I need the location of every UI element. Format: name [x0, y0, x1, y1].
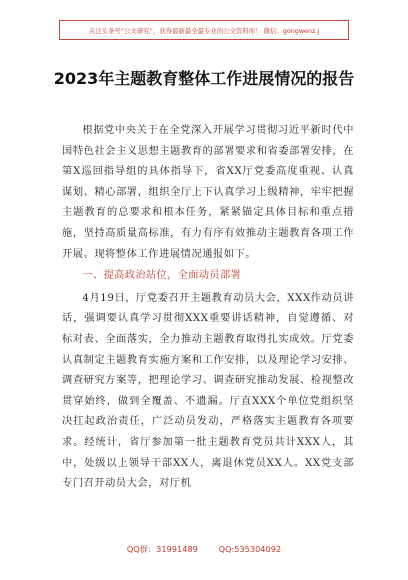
section-heading-1: 一、提高政治站位，全面动员部署 [82, 270, 242, 282]
promo-banner-text: 关注头条号“公文研究”，获得最新最全最专业的公文资料库！ 微信：gongwenz j [88, 26, 320, 35]
document-title: 2023年主题教育整体工作进展情况的报告 [53, 69, 355, 88]
promo-banner [59, 20, 349, 40]
contact-footer: QQ群：31991489 QQ:535304092 [126, 544, 282, 554]
intro-paragraph: 根据党中央关于在全党深入开展学习贯彻习近平新时代中国特色社会主义思想主题教育的部署要求和省委部署安排，在第X巡回指导组的具体指导下，省XX厅党委高度重视、认真谋划、精心部署，组织全厅上下认真学习上级精神，牢牢把握主题教育的总要求和根本任务，紧紧锚定具体目标和重点措施，坚持高质量高标准，有力有序有效推动主题教育各项工作开展。现将整体工作进展情况通报如下。 [62, 125, 354, 260]
body-paragraph: 4月19日，厅党委召开主题教育动员大会，XXX作动员讲话，强调要认真学习贯彻XXX重要讲话精神，自觉遵循、对标对表、全面落实，全力推动主题教育取得扎实成效。厅党委认真制定主题教育实施方案和工作安排，以及理论学习安排、调查研究方案等，把理论学习、调查研究推动发展、检视整改贯穿始终，做到全覆盖、不遗漏。厅直XXX个单位党组织坚决扛起政治责任，广泛动员发动，严格落实主题教育各项要求。经统计，省厅参加第一批主题教育党员共计XXX人，其中，处级以上领导干部XX人，离退休党员XX人。XX党支部专门召开动员大会，对厅机 [62, 292, 354, 490]
document-body [62, 121, 354, 495]
